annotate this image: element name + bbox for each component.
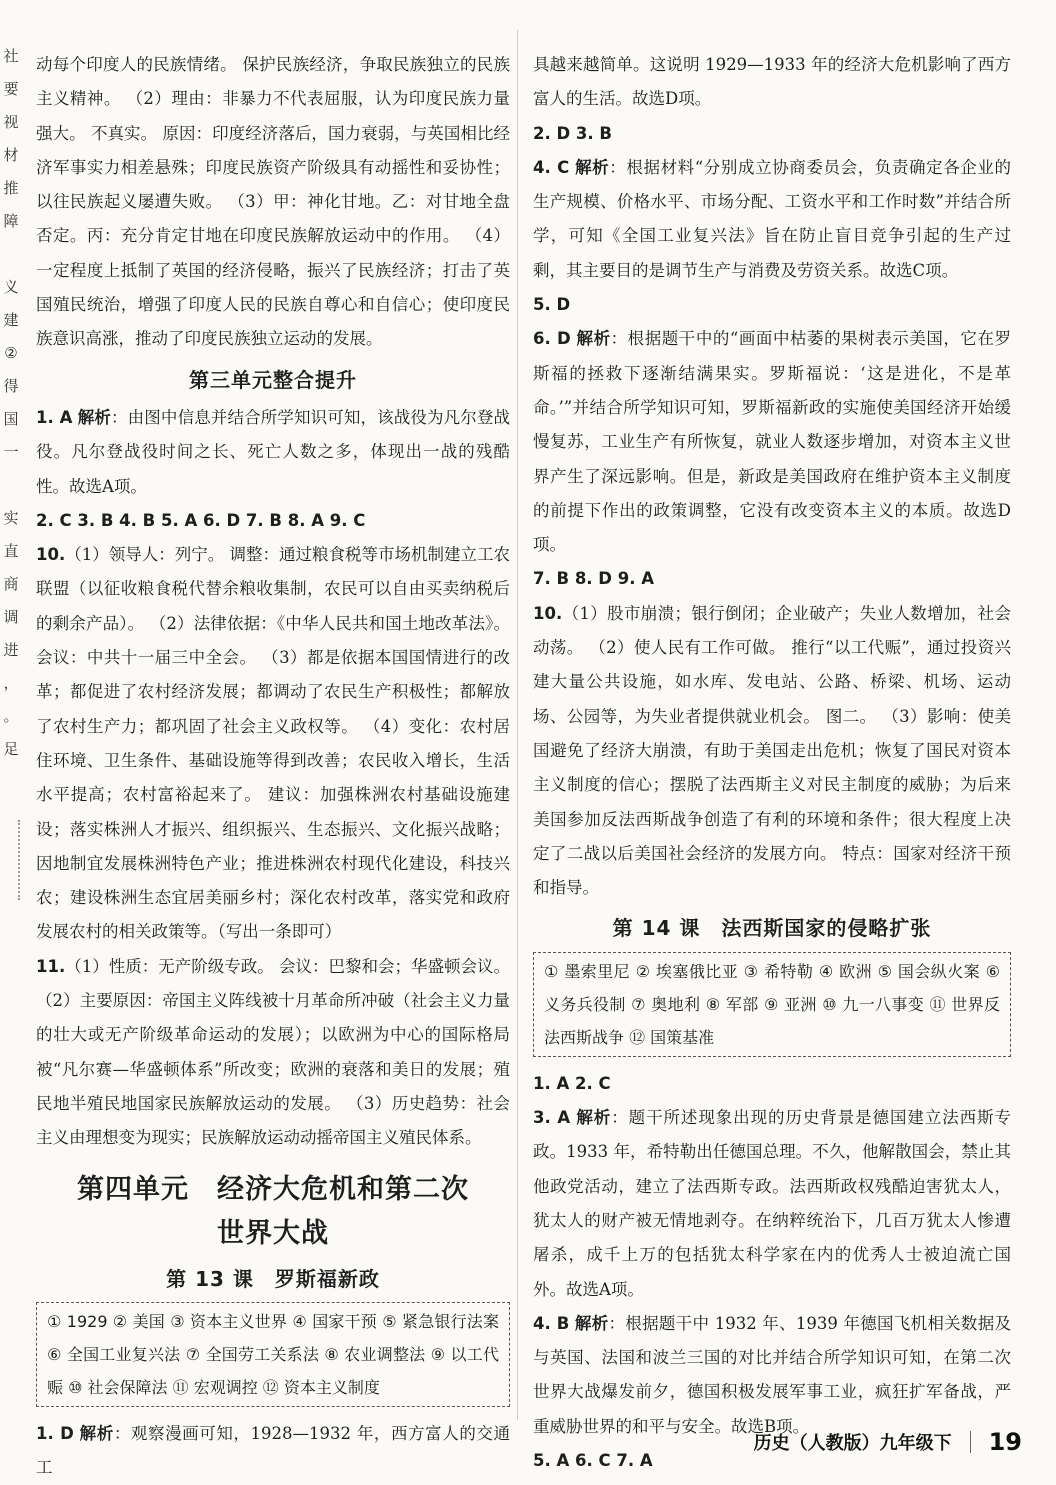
analysis-label: 解析 xyxy=(576,1108,612,1128)
answer-list: 7. B 8. D 9. A xyxy=(533,569,655,589)
answer-item xyxy=(36,401,510,504)
margin-char: ， xyxy=(3,674,19,692)
key-points-box: ① 1929 ② 美国 ③ 资本主义世界 ④ 国家干预 ⑤ 紧急银行法案 ⑥ 全国工业复兴法 ⑦ 全国劳工关系法 ⑧ 农业调整法 ⑨ 以工代赈 ⑩ 社会保障法 ⑪ 宏观调控 ⑫ 资本主义制度 xyxy=(36,1302,510,1407)
margin-char xyxy=(0,469,22,502)
cut-line xyxy=(4,820,20,900)
answer-item xyxy=(533,597,1011,906)
unit-title-line: 世界大战 xyxy=(217,1217,329,1249)
section-title: 第三单元整合提升 xyxy=(189,367,357,392)
answer-list: 2. D 3. B xyxy=(533,123,613,143)
answer-list: 2. C 3. B 4. B 5. A 6. D 7. B 8. A 9. C xyxy=(36,510,366,530)
binding-margin-text xyxy=(0,40,22,800)
margin-char: 视 xyxy=(3,113,19,131)
answer-item xyxy=(533,322,1011,562)
unit-title-line: 第四单元 经济大危机和第二次 xyxy=(77,1173,469,1205)
unit-title xyxy=(36,1168,510,1256)
footer-separator xyxy=(970,1431,971,1453)
margin-char: 一 xyxy=(3,443,19,461)
answer-list: 5. A 6. C 7. A xyxy=(533,1450,653,1470)
margin-char: 进 xyxy=(3,641,19,659)
margin-char: 推 xyxy=(3,179,19,197)
column-divider xyxy=(517,30,518,1420)
analysis-text: ：由图中信息并结合所学知识可知，该战役为凡尔登战役。凡尔登战役时间之长、死亡人数之多，体现出一战的残酷性。故选A项。 xyxy=(36,407,511,496)
margin-char: 材 xyxy=(3,146,19,164)
answer-list: 5. D xyxy=(533,295,571,315)
question-number: 6. D xyxy=(533,329,571,349)
answer-item xyxy=(533,1101,1011,1307)
question-number: 3. A xyxy=(533,1108,571,1128)
analysis-label: 解析 xyxy=(576,329,611,349)
answer-text: （1）性质：无产阶级专政。 会议：巴黎和会；华盛顿会议。 （2）主要原因：帝国主义阵线被十月革命所冲破（社会主义力量的壮大或无产阶级革命运动的发展）；以欧洲为中心的国际格局被“凡尔赛—华盛顿体系”所改变；欧洲的衰落和美日的发展；殖民地半殖民地国家民族解放运动的发展。 （3）历史趋势：社会主义由理想变为现实；民族解放运动动摇帝国主义殖民体系。 xyxy=(36,956,510,1148)
key-points-box: ① 墨索里尼 ② 埃塞俄比亚 ③ 希特勒 ④ 欧洲 ⑤ 国会纵火案 ⑥ 义务兵役制 ⑦ 奥地利 ⑧ 军部 ⑨ 亚洲 ⑩ 九一八事变 ⑪ 世界反法西斯战争 ⑫ 国策基准 xyxy=(533,952,1011,1057)
lesson-title: 第 14 课 法西斯国家的侵略扩张 xyxy=(612,916,932,941)
answer-text: （1）领导人：列宁。 调整：通过粮食税等市场机制建立工农联盟（以征收粮食税代替余粮收集制，农民可以自由买卖纳税后的剩余产品）。 （2）法律依据：《中华人民共和国土地改革法》。 会议：中共十一届三中全会。 （3）都是依据本国国情进行的改革；都促进了农村经济发展；都调动了农民生产积极性；都解放了农村生产力；都巩固了社会主义政权等。 （4）变化：农村居住环境、卫生条件、基础设施等得到改善；农民收入增长，生活水平提高；农村富裕起来了。 建议：加强株洲农村基础设施建设；落实株洲人才振兴、组织振兴、生态振兴、文化振兴战略；因地制宜发展株洲特色产业；推进株洲农村现代化建设，科技兴农；建设株洲生态宜居美丽乡村；深化农村改革，落实党和政府发展农村的相关政策等。（写出一条即可） xyxy=(36,545,510,942)
question-number: 4. B xyxy=(533,1313,570,1333)
answer-item xyxy=(533,151,1011,288)
analysis-text: ：题干所述现象出现的历史背景是德国建立法西斯专政。1933 年，希特勒出任德国总理。不久，他解散国会，禁止其他政党活动，建立了法西斯专政。法西斯政权残酷迫害犹太人，犹太人的财产被无情地剥夺。在纳粹统治下，几百万犹太人惨遭屠杀，成千上万的包括犹太科学家在内的优秀人士被迫流亡国外。故选A项。 xyxy=(533,1108,1012,1299)
analysis-label: 解析 xyxy=(574,1313,609,1333)
margin-char: 直 xyxy=(3,542,19,560)
continued-answer: 动每个印度人的民族情绪。 保护民族经济，争取民族独立的民族主义精神。 （2）理由：非暴力不代表屈服，认为印度民族力量强大。 不真实。 原因：印度经济落后，国力衰弱，与英国相比经济军事实力相差悬殊；印度民族资产阶级具有动摇性和妥协性；以往民族起义屡遭失败。 （3）甲：神化甘地。乙：对甘地全盘否定。丙：充分肯定甘地在印度民族解放运动中的作用。 （4）一定程度上抵制了英国的经济侵略，振兴了民族经济；打击了英国殖民统治，增强了印度人民的民族自尊心和自信心；使印度民族意识高涨，推动了印度民族独立运动的发展。 xyxy=(36,55,510,349)
margin-char: 义 xyxy=(3,278,19,296)
margin-char: 实 xyxy=(3,509,19,527)
margin-char: ② xyxy=(4,344,18,362)
question-number: 4. C xyxy=(533,157,570,177)
analysis-label: 解析 xyxy=(575,157,610,177)
margin-char: 调 xyxy=(3,608,19,626)
question-number: 10. xyxy=(36,545,66,565)
margin-char: 足 xyxy=(3,740,19,758)
analysis-text: ：根据材料“分别成立协商委员会，负责确定各企业的生产规模、价格水平、市场分配、工资水平和工作时数”并结合所学，可知《全国工业复兴法》旨在防止盲目竞争引起的生产过剩，其主要目的是调节生产与消费及劳资关系。故选C项。 xyxy=(533,157,1012,280)
analysis-label: 解析 xyxy=(77,407,112,427)
question-number: 10. xyxy=(533,603,563,623)
margin-char: 商 xyxy=(3,575,19,593)
margin-char: 社 xyxy=(3,47,19,65)
answer-item xyxy=(36,950,510,1156)
page-number: 19 xyxy=(988,1428,1022,1456)
question-number: 1. D xyxy=(36,1423,74,1443)
answer-list: 1. A 2. C xyxy=(533,1073,611,1093)
answer-item xyxy=(36,538,510,950)
margin-char: 障 xyxy=(3,212,19,230)
margin-char xyxy=(0,238,22,271)
lesson-title: 第 13 课 罗斯福新政 xyxy=(166,1266,380,1291)
analysis-text: ：根据题干中的“画面中枯萎的果树表示美国，它在罗斯福的拯救下逐渐结满果实。罗斯福说：‘这是进化，不是革命。’”并结合所学知识可知，罗斯福新政的实施使美国经济开始缓慢复苏，工业生产有所恢复，就业人数逐步增加，对资本主义世界产生了深远影响。但是，新政是美国政府在维护资本主义制度的前提下作出的政策调整，它没有改变资本主义的本质。故选D项。 xyxy=(533,329,1012,555)
analysis-text: ：根据题干中 1932 年、1939 年德国飞机相关数据及与英国、法国和波兰三国的对比并结合所学知识可知，在第二次世界大战爆发前夕，德国积极发展军事工业，疯狂扩军备战，严重威胁世界的和平与安全。故选B项。 xyxy=(533,1313,1012,1436)
margin-char: 。 xyxy=(3,707,19,725)
answer-text: （1）股市崩溃；银行倒闭；企业破产；失业人数增加，社会动荡。 （2）使人民有工作可做。 推行“以工代赈”，通过投资兴建大量公共设施，如水库、发电站、公路、桥梁、机场、运动场、公园等，为失业者提供就业机会。 图二。 （3）影响：使美国避免了经济大崩溃，有助于美国走出危机；恢复了国民对资本主义制度的信心；摆脱了法西斯主义对民主制度的威胁；为后来美国参加反法西斯战争创造了有利的环境和条件；很大程度上决定了二战以后美国社会经济的发展方向。 特点：国家对经济干预和指导。 xyxy=(533,603,1011,898)
answer-item xyxy=(36,1417,510,1485)
left-column xyxy=(36,48,510,1485)
margin-char: 得 xyxy=(3,377,19,395)
footer-subject: 历史（人教版）九年级下 xyxy=(753,1433,952,1454)
page-footer xyxy=(754,1426,1022,1458)
analysis-label: 解析 xyxy=(79,1423,114,1443)
continued-answer: 具越来越简单。这说明 1929—1933 年的经济大危机影响了西方富人的生活。故选D项。 xyxy=(533,55,1011,109)
analysis-text: ：观察漫画可知，1928—1932 年，西方富人的交通工 xyxy=(36,1423,511,1478)
answer-item xyxy=(533,1307,1011,1444)
margin-char: 要 xyxy=(3,80,19,98)
margin-char: 建 xyxy=(3,311,19,329)
question-number: 1. A xyxy=(36,407,73,427)
margin-char: 国 xyxy=(3,410,19,428)
right-column xyxy=(533,48,1011,1478)
question-number: 11. xyxy=(36,956,66,976)
